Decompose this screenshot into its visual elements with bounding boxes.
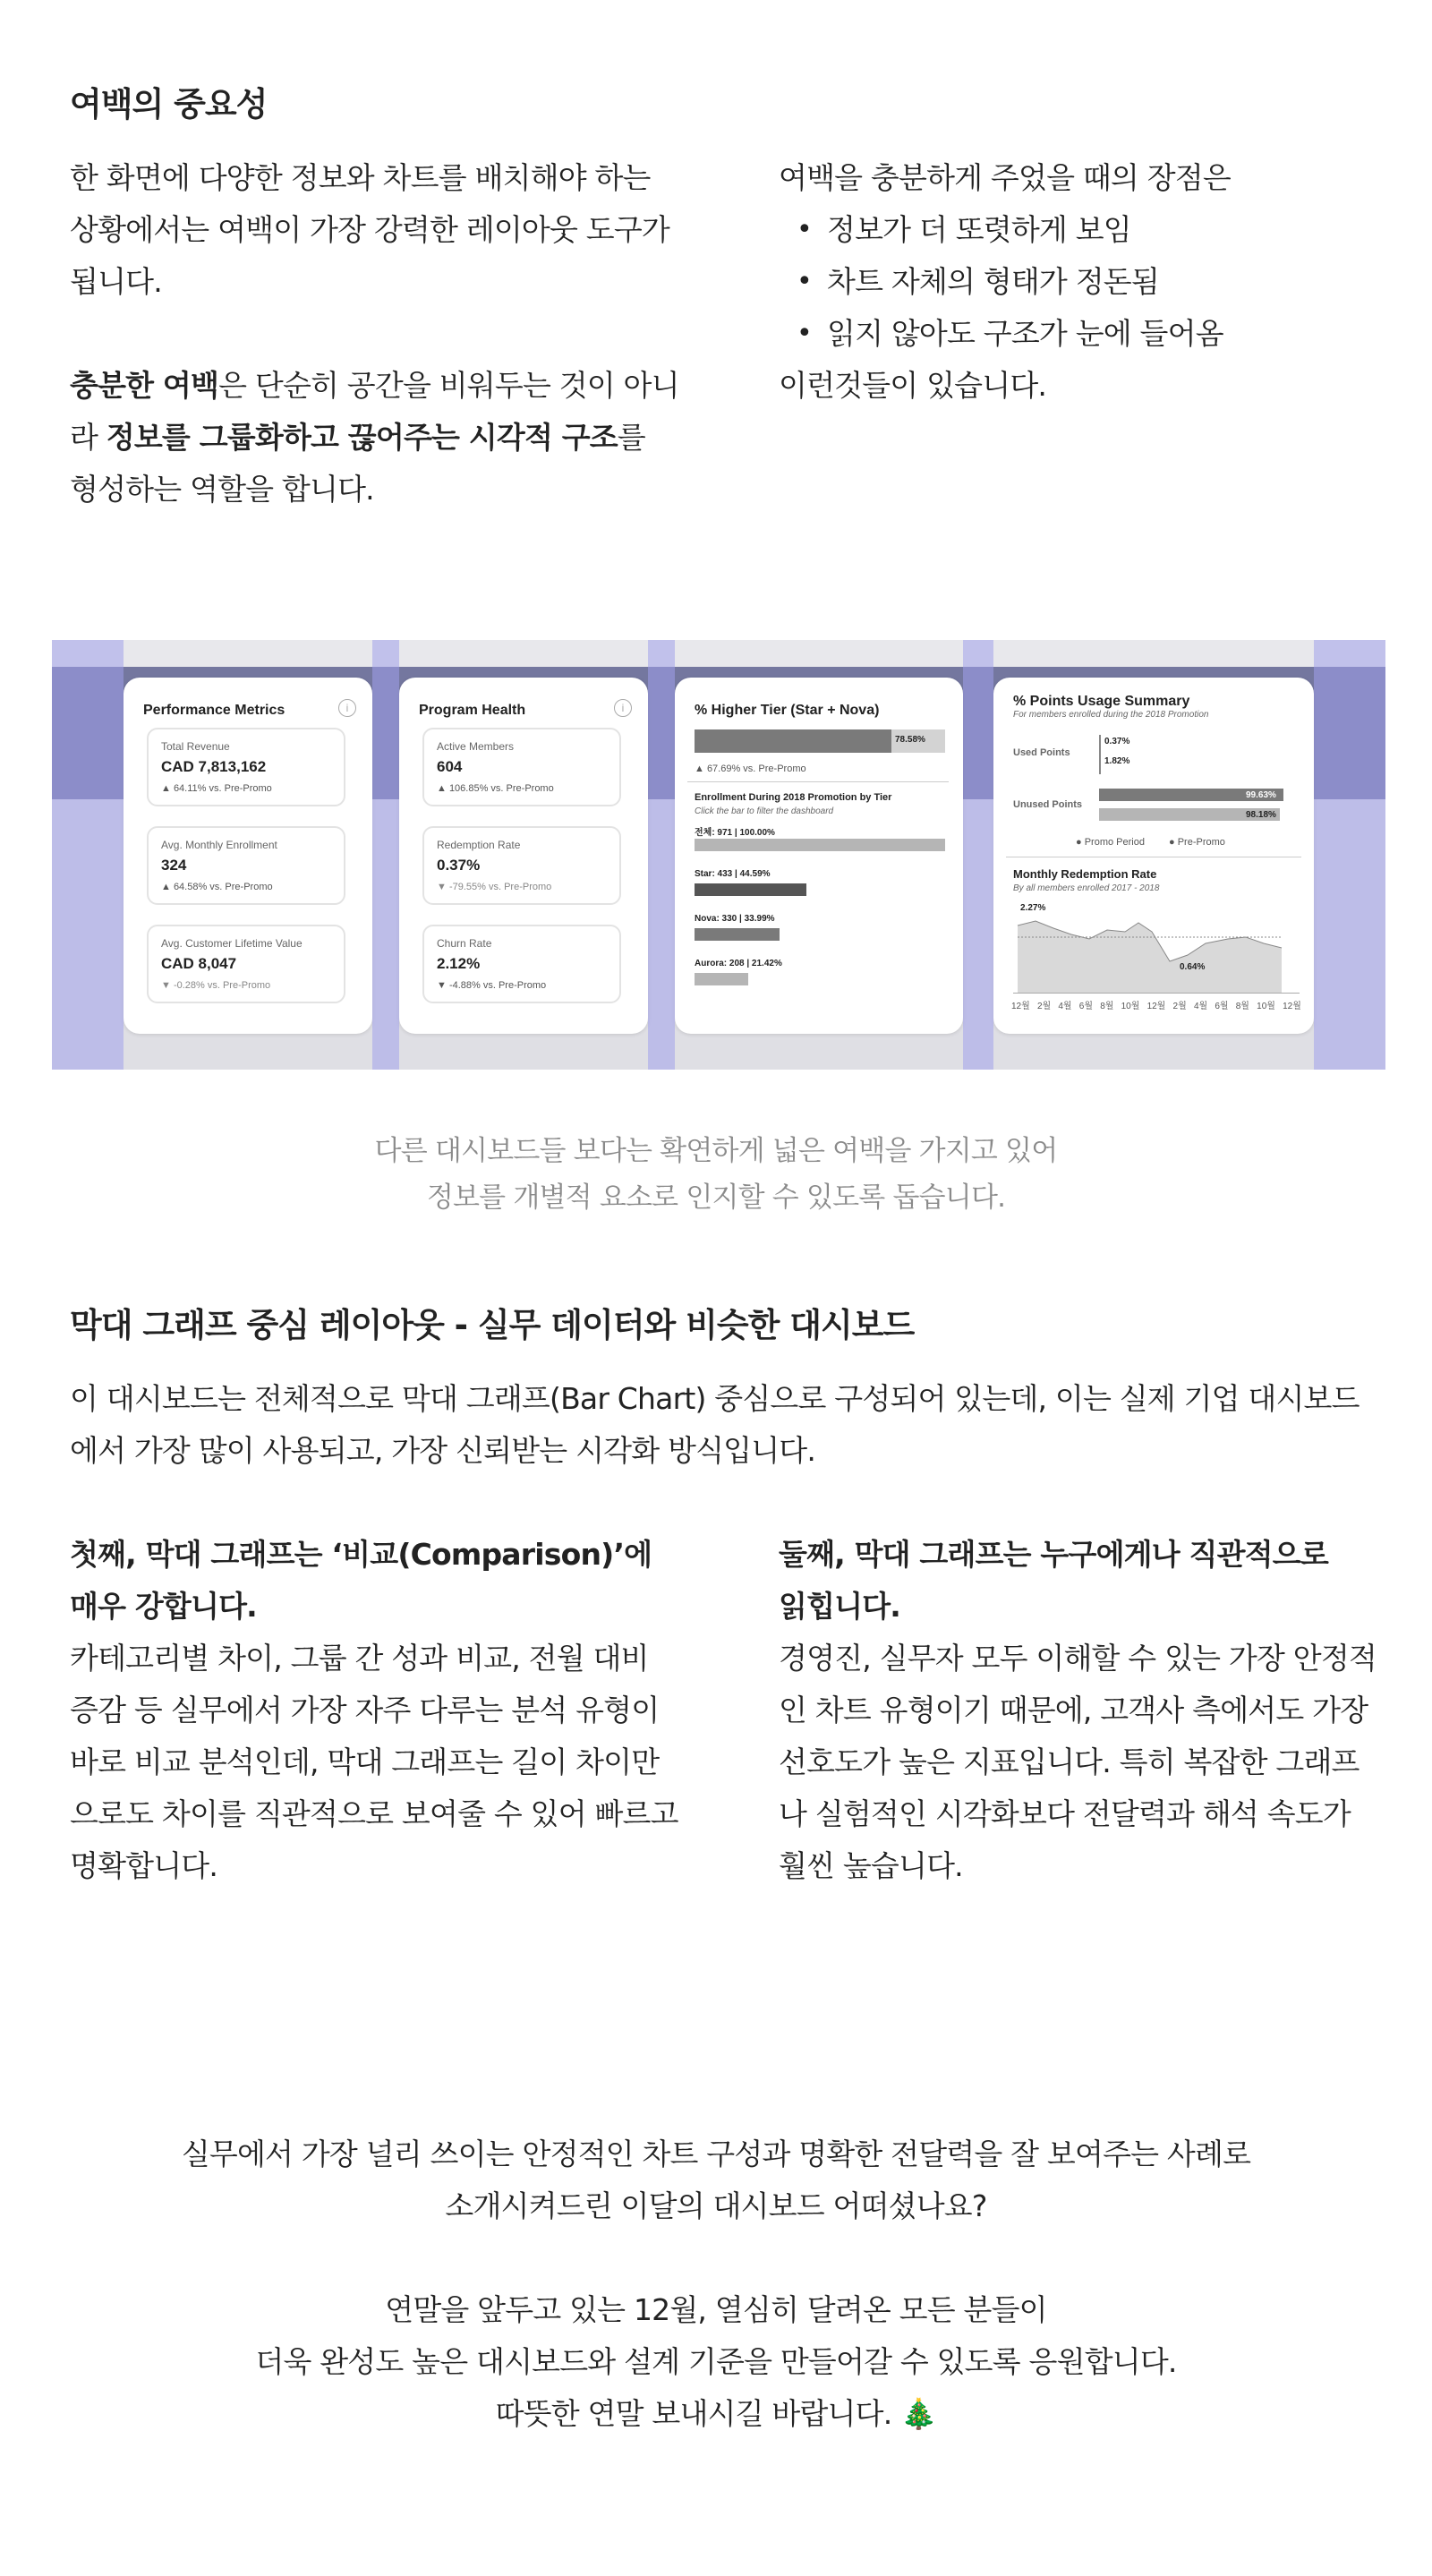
- legend-pre: ● Pre-Promo: [1169, 837, 1225, 848]
- line-chart-note: By all members enrolled 2017 - 2018: [1013, 883, 1160, 893]
- text-line: 카테고리별 차이, 그룹 간 성과 비교, 전월 대비: [70, 1641, 649, 1676]
- bold-phrase: 정보를 그룹화하고 끊어주는 시각적 구조: [106, 420, 618, 455]
- x-tick: 2월: [1036, 1002, 1052, 1011]
- text-span: 를: [617, 420, 645, 455]
- text-line: 증감 등 실무에서 가장 자주 다루는 분석 유형이: [70, 1693, 660, 1727]
- x-tick: 6월: [1078, 1002, 1094, 1011]
- text-line: 형성하는 역할을 합니다.: [70, 472, 374, 507]
- text-line: 훨씬 높습니다.: [779, 1848, 963, 1883]
- metric-avg-monthly-enrollment: [147, 826, 345, 905]
- whitespace-highlight: [1314, 640, 1385, 1070]
- text-line: 한 화면에 다양한 정보와 차트를 배치해야 하는: [70, 160, 651, 195]
- card-note: For members enrolled during the 2018 Promotion: [1013, 710, 1209, 720]
- x-tick: 2월: [1172, 1002, 1187, 1011]
- whitespace-paragraph-right: [779, 152, 1387, 412]
- metric-churn-rate: [422, 925, 621, 1003]
- x-tick: 12월: [1146, 1002, 1166, 1011]
- x-axis-ticks: [1011, 998, 1301, 1011]
- text-line: 상황에서는 여백이 가장 강력한 레이아웃 도구가: [70, 212, 670, 247]
- x-tick: 10월: [1121, 1002, 1140, 1011]
- divider: [687, 781, 949, 782]
- metric-label: Active Members: [437, 740, 515, 753]
- image-caption: [0, 1128, 1432, 1221]
- x-tick: 8월: [1100, 1002, 1114, 1011]
- used-points-label: Used Points: [1013, 747, 1070, 758]
- x-tick: 8월: [1235, 1002, 1249, 1011]
- x-tick: 12월: [1283, 1002, 1301, 1011]
- text-line: 경영진, 실무자 모두 이해할 수 있는 가장 안정적: [779, 1641, 1377, 1676]
- unused-pre-value: 98.18%: [1246, 810, 1276, 820]
- dashboard-image: [52, 640, 1385, 1070]
- text-line: 인 차트 유형이기 때문에, 고객사 측에서도 가장: [779, 1693, 1368, 1727]
- metric-value: 604: [437, 758, 463, 775]
- legend-promo: ● Promo Period: [1076, 837, 1145, 848]
- tier-label: 전체: 971 | 100.00%: [695, 828, 775, 838]
- whitespace-highlight: [52, 640, 124, 1070]
- text-line: 명확합니다.: [70, 1848, 218, 1883]
- metric-delta: ▼ -79.55% vs. Pre-Promo: [437, 882, 552, 892]
- text-line: 으로도 차이를 직관적으로 보여줄 수 있어 빠르고: [70, 1796, 678, 1831]
- used-promo-value: 0.37%: [1104, 737, 1130, 746]
- whitespace-highlight: [648, 640, 675, 1070]
- text-line: 실무에서 가장 널리 쓰이는 안정적인 차트 구성과 명확한 전달력을 잘 보여주는 사례로: [181, 2137, 1251, 2171]
- closing-block-2: [0, 2284, 1432, 2440]
- unused-points-label: Unused Points: [1013, 799, 1083, 810]
- info-icon: i: [338, 699, 356, 717]
- x-tick: 4월: [1058, 1002, 1072, 1011]
- info-icon: i: [614, 699, 632, 717]
- point-title: 매우 강합니다.: [70, 1589, 257, 1624]
- metric-label: Avg. Customer Lifetime Value: [161, 937, 303, 950]
- points-usage-card: [993, 678, 1314, 1034]
- caption-line: 정보를 개별적 요소로 인지할 수 있도록 돕습니다.: [426, 1181, 1006, 1214]
- tier-label: Nova: 330 | 33.99%: [695, 914, 775, 924]
- text-line: 이 대시보드는 전체적으로 막대 그래프(Bar Chart) 중심으로 구성되어 있는데, 이는 실제 기업 대시보드: [70, 1381, 1360, 1416]
- text-line: 선호도가 높은 지표입니다. 특히 복잡한 그래프: [779, 1744, 1360, 1779]
- metric-value: CAD 7,813,162: [161, 758, 267, 775]
- point-title: 첫째, 막대 그래프는 ‘비교(Comparison)’에: [70, 1537, 652, 1572]
- metric-label: Avg. Monthly Enrollment: [161, 839, 277, 851]
- x-axis: [1013, 993, 1300, 994]
- enrollment-note: Click the bar to filter the dashboard: [695, 806, 834, 816]
- text-line: 더욱 완성도 높은 대시보드와 설계 기준을 만들어갈 수 있도록 응원합니다.: [255, 2344, 1177, 2379]
- metric-value: 0.37%: [437, 857, 481, 874]
- text-line: [70, 360, 714, 412]
- closing-block-1: [0, 2128, 1432, 2232]
- bar-layout-intro: [70, 1373, 1394, 1477]
- point-title: 읽힙니다.: [779, 1589, 901, 1624]
- text-line: 소개시켜드린 이달의 대시보드 어떠셨나요?: [445, 2188, 987, 2223]
- metric-label: Total Revenue: [161, 740, 230, 753]
- metric-delta: ▲ 64.58% vs. Pre-Promo: [161, 882, 273, 892]
- max-label: 2.27%: [1020, 903, 1046, 913]
- metric-redemption-rate: [422, 826, 621, 905]
- metric-total-revenue: [147, 728, 345, 806]
- bullet-item: • 읽지 않아도 구조가 눈에 들어옴: [779, 308, 1387, 360]
- metric-delta: ▼ -4.88% vs. Pre-Promo: [437, 980, 547, 991]
- higher-tier-value: 78.58%: [895, 735, 925, 745]
- higher-tier-card: [675, 678, 963, 1034]
- text-line: 됩니다.: [70, 264, 162, 299]
- performance-metrics-card: [124, 678, 372, 1034]
- metric-active-members: [422, 728, 621, 806]
- higher-tier-delta: ▲ 67.69% vs. Pre-Promo: [695, 763, 806, 774]
- metric-label: Churn Rate: [437, 937, 492, 950]
- card-title: Program Health: [419, 703, 526, 718]
- point-one: [70, 1529, 714, 1892]
- metric-delta: ▼ -0.28% vs. Pre-Promo: [161, 980, 271, 991]
- unused-promo-value: 99.63%: [1246, 790, 1276, 800]
- whitespace-paragraph-left: [70, 152, 714, 516]
- min-label: 0.64%: [1180, 962, 1206, 972]
- text-line: 여백을 충분하게 주었을 때의 장점은: [779, 160, 1231, 195]
- metric-delta: ▲ 106.85% vs. Pre-Promo: [437, 783, 554, 794]
- section-heading-bar-layout: 막대 그래프 중심 레이아웃 - 실무 데이터와 비슷한 대시보드: [70, 1306, 915, 1344]
- axis-line: [1099, 735, 1101, 774]
- metric-label: Redemption Rate: [437, 839, 521, 851]
- tier-label: Star: 433 | 44.59%: [695, 869, 771, 879]
- metric-delta: ▲ 64.11% vs. Pre-Promo: [161, 783, 272, 794]
- bold-phrase: 충분한 여백: [70, 368, 219, 403]
- tier-bar-aurora[interactable]: [695, 973, 748, 985]
- enrollment-title: Enrollment During 2018 Promotion by Tier: [695, 792, 892, 803]
- text-span: 은 단순히 공간을 비워두는 것이 아니: [218, 368, 679, 403]
- metric-value: 324: [161, 857, 187, 874]
- bullet-item: • 정보가 더 또렷하게 보임: [779, 204, 1387, 256]
- text-span: 라: [70, 420, 107, 455]
- redemption-line-chart: [1013, 912, 1300, 993]
- text-line: 나 실험적인 시각화보다 전달력과 해석 속도가: [779, 1796, 1351, 1831]
- x-tick: 6월: [1215, 1002, 1229, 1011]
- tier-bar-star[interactable]: [695, 883, 806, 896]
- text-line: [70, 412, 714, 464]
- card-title: % Higher Tier (Star + Nova): [695, 703, 880, 718]
- used-pre-value: 1.82%: [1104, 756, 1130, 766]
- section-heading-whitespace: 여백의 중요성: [70, 85, 268, 124]
- whitespace-highlight: [372, 640, 399, 1070]
- text-line: 따뜻한 연말 보내시길 바랍니다. 🎄: [495, 2396, 937, 2431]
- card-title: % Points Usage Summary: [1013, 694, 1190, 709]
- whitespace-highlight: [963, 640, 993, 1070]
- tier-label: Aurora: 208 | 21.42%: [695, 959, 782, 968]
- x-tick: 12월: [1011, 1002, 1030, 1011]
- text-line: 이런것들이 있습니다.: [779, 368, 1047, 403]
- higher-tier-bar: [695, 729, 891, 753]
- card-title: Performance Metrics: [143, 703, 286, 718]
- metric-value: 2.12%: [437, 955, 481, 972]
- tier-bar-all[interactable]: [695, 839, 945, 851]
- point-two: [779, 1529, 1405, 1892]
- text-line: 에서 가장 많이 사용되고, 가장 신뢰받는 시각화 방식입니다.: [70, 1433, 816, 1468]
- program-health-card: [399, 678, 648, 1034]
- text-line: 바로 비교 분석인데, 막대 그래프는 길이 차이만: [70, 1744, 660, 1779]
- point-title: 둘째, 막대 그래프는 누구에게나 직관적으로: [779, 1537, 1328, 1572]
- metric-avg-clv: [147, 925, 345, 1003]
- metric-value: CAD 8,047: [161, 955, 237, 972]
- bullet-item: • 차트 자체의 형태가 정돈됨: [779, 256, 1387, 308]
- line-chart-title: Monthly Redemption Rate: [1013, 867, 1157, 881]
- x-tick: 10월: [1257, 1002, 1275, 1011]
- tier-bar-nova[interactable]: [695, 928, 780, 941]
- text-line: 연말을 앞두고 있는 12월, 열심히 달려온 모든 분들이: [385, 2292, 1047, 2327]
- x-tick: 4월: [1193, 1002, 1208, 1011]
- caption-line: 다른 대시보드들 보다는 확연하게 넓은 여백을 가지고 있어: [374, 1135, 1058, 1167]
